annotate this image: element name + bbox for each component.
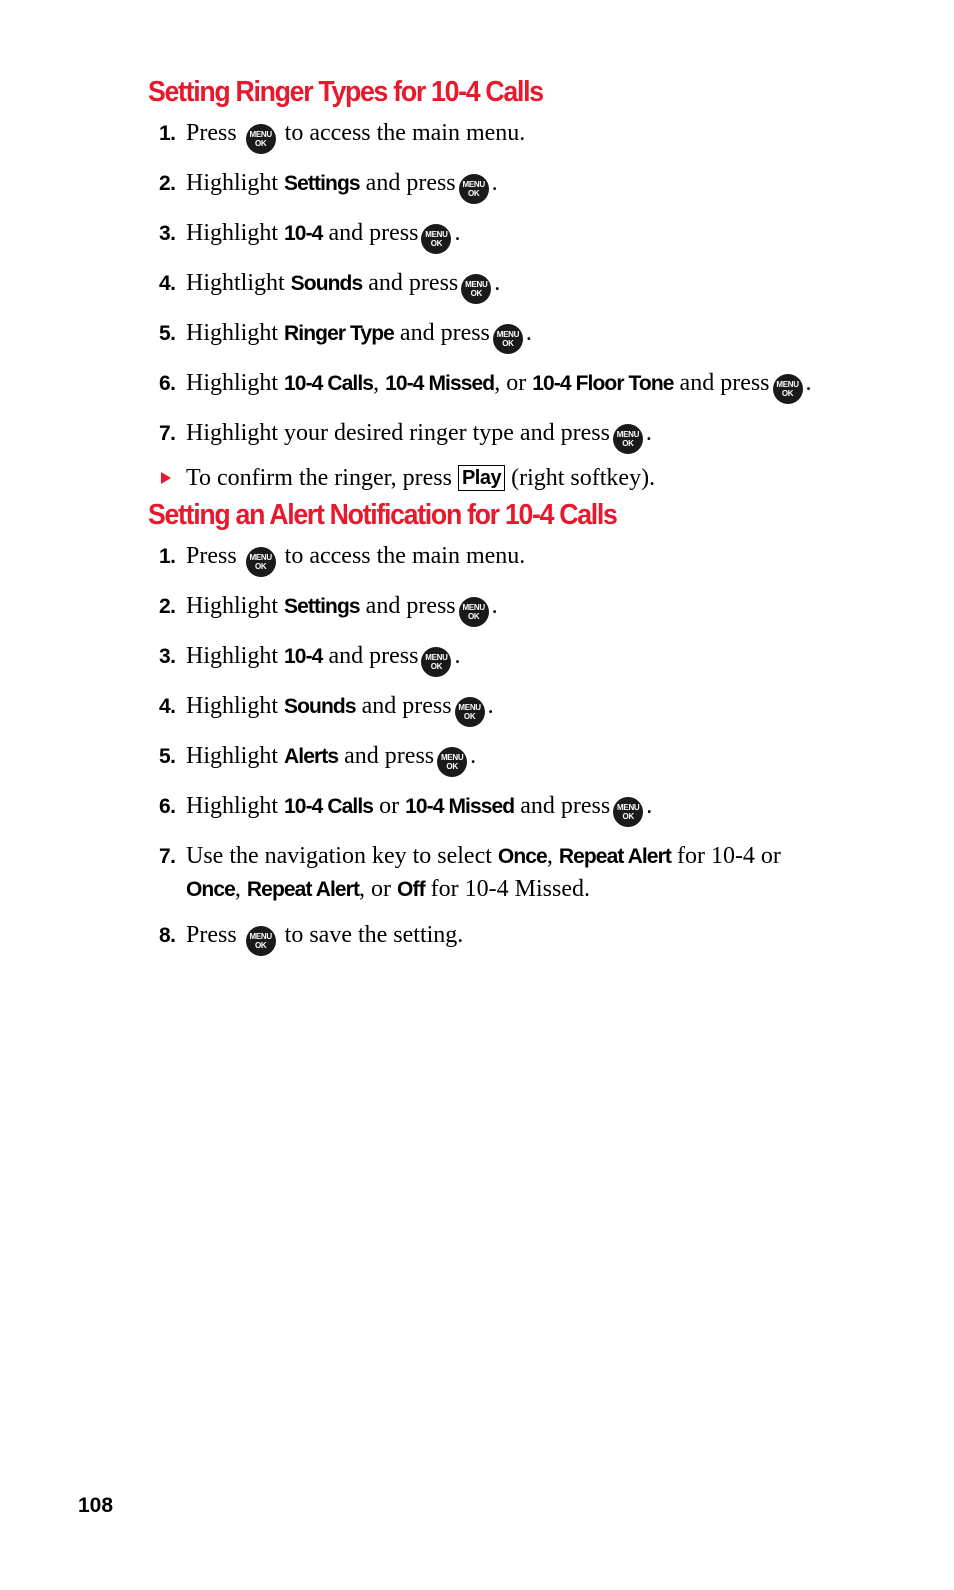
step-text: , or — [494, 370, 527, 396]
page-number: 108 — [78, 1494, 114, 1517]
step-5 — [148, 317, 908, 354]
menu-item-name: Sounds — [290, 272, 363, 295]
step-text: Use the navigation key to select — [186, 843, 492, 869]
step-text: Highlight — [186, 170, 279, 196]
step-number: 3. — [159, 645, 176, 668]
step-text: to access the main menu. — [284, 120, 526, 146]
option-name: Once — [497, 845, 547, 868]
menu-item-name: 10-4 Floor Tone — [532, 372, 674, 395]
step-number: 7. — [159, 845, 176, 868]
tip-text: (right softkey). — [511, 465, 656, 491]
option-name: Off — [397, 878, 425, 901]
step-text: Highlight — [186, 593, 279, 619]
steps-list — [148, 540, 908, 956]
step-text: . — [491, 170, 498, 196]
step-text: and press — [679, 370, 770, 396]
step-text: Highlight — [186, 643, 279, 669]
step-number: 2. — [159, 595, 176, 618]
section-title: Setting an Alert Notification for 10-4 Calls — [148, 499, 617, 531]
step-text: Hightlight — [186, 270, 285, 296]
step-1 — [148, 540, 908, 577]
menu-item-name: Alerts — [284, 745, 339, 768]
menu-item-name: Ringer Type — [284, 322, 394, 345]
step-number: 2. — [159, 172, 176, 195]
menu-item-name: Settings — [284, 172, 360, 195]
menu-item-name: 10-4 — [284, 645, 323, 668]
option-name: Repeat Alert — [558, 845, 671, 868]
bullet-triangle-icon — [161, 472, 171, 484]
step-8 — [148, 919, 908, 956]
menu-item-name: 10-4 Calls — [284, 795, 374, 818]
step-text: and press — [328, 220, 419, 246]
step-text: to access the main menu. — [284, 543, 526, 569]
step-text: or — [379, 793, 400, 819]
step-text: Highlight — [186, 793, 279, 819]
menu-item-name: 10-4 — [284, 222, 323, 245]
step-text: for 10-4 Missed. — [430, 876, 590, 902]
section-title: Setting Ringer Types for 10-4 Calls — [148, 76, 543, 108]
menu-ok-key-icon: MENU OK — [613, 797, 643, 827]
menu-ok-key-icon: MENU OK — [437, 747, 467, 777]
step-text: for 10-4 or — [676, 843, 781, 869]
step-text: Highlight — [186, 693, 279, 719]
option-name: Once — [186, 878, 235, 901]
step-number: 6. — [159, 795, 176, 818]
step-number: 1. — [159, 122, 176, 145]
step-text: . — [525, 320, 532, 346]
step-1 — [148, 117, 908, 154]
menu-item-name: Settings — [284, 595, 360, 618]
step-text: and press — [520, 793, 611, 819]
step-number: 5. — [159, 745, 176, 768]
menu-ok-key-icon: MENU OK — [421, 647, 451, 677]
steps-list — [148, 117, 908, 454]
menu-ok-key-icon: MENU OK — [246, 547, 276, 577]
step-text: . — [454, 643, 461, 669]
step-number: 5. — [159, 322, 176, 345]
step-text: . — [470, 743, 477, 769]
menu-item-name: Sounds — [284, 695, 356, 718]
step-text: . — [487, 693, 494, 719]
step-text: . — [646, 793, 653, 819]
step-number: 8. — [159, 924, 176, 947]
option-name: Repeat Alert — [246, 878, 360, 901]
step-4 — [148, 690, 908, 727]
step-text: Highlight your desired ringer type and press — [186, 420, 610, 446]
step-text: Highlight — [186, 220, 279, 246]
step-number: 7. — [159, 422, 176, 445]
step-text: and press — [328, 643, 419, 669]
step-text: Highlight — [186, 370, 279, 396]
step-text: . — [454, 220, 461, 246]
section-alert-notification — [148, 497, 908, 956]
step-text: and press — [365, 170, 456, 196]
menu-item-name: 10-4 Missed — [385, 372, 495, 395]
step-text: , — [373, 370, 380, 396]
step-text: Press — [186, 543, 237, 569]
step-3 — [148, 640, 908, 677]
step-number: 1. — [159, 545, 176, 568]
menu-ok-key-icon: MENU OK — [459, 174, 489, 204]
step-7 — [148, 840, 908, 906]
menu-ok-key-icon: MENU OK — [493, 324, 523, 354]
step-text: . — [805, 370, 812, 396]
tip-bullet — [148, 462, 908, 495]
menu-ok-key-icon: MENU OK — [461, 274, 491, 304]
step-4 — [148, 267, 908, 304]
step-text: Highlight — [186, 320, 279, 346]
step-text: and press — [399, 320, 490, 346]
step-text: , — [546, 843, 553, 869]
menu-ok-key-icon: MENU OK — [246, 124, 276, 154]
step-text: Highlight — [186, 743, 279, 769]
step-text: . — [494, 270, 501, 296]
step-number: 4. — [159, 695, 176, 718]
menu-item-name: 10-4 Calls — [284, 372, 374, 395]
tip-text: To confirm the ringer, press — [186, 465, 452, 491]
step-text: Press — [186, 120, 237, 146]
step-text: and press — [344, 743, 435, 769]
menu-ok-key-icon: MENU OK — [773, 374, 803, 404]
menu-item-name: 10-4 Missed — [405, 795, 515, 818]
step-2 — [148, 167, 908, 204]
step-3 — [148, 217, 908, 254]
step-number: 4. — [159, 272, 176, 295]
step-text: and press — [365, 593, 456, 619]
step-text: . — [491, 593, 498, 619]
menu-ok-key-icon: MENU OK — [246, 926, 276, 956]
play-softkey-label: Play — [458, 465, 505, 491]
menu-ok-key-icon: MENU OK — [421, 224, 451, 254]
step-6 — [148, 367, 908, 404]
menu-ok-key-icon: MENU OK — [613, 424, 643, 454]
step-2 — [148, 590, 908, 627]
step-5 — [148, 740, 908, 777]
step-text: . — [645, 420, 652, 446]
step-6 — [148, 790, 908, 827]
step-text: , or — [359, 876, 392, 902]
step-7 — [148, 417, 908, 454]
step-text: and press — [361, 693, 452, 719]
step-text: to save the setting. — [284, 922, 464, 948]
menu-ok-key-icon: MENU OK — [459, 597, 489, 627]
section-ringer-types — [148, 74, 908, 495]
step-text: Press — [186, 922, 237, 948]
step-text: and press — [368, 270, 459, 296]
step-number: 3. — [159, 222, 176, 245]
step-number: 6. — [159, 372, 176, 395]
step-text: , — [234, 876, 241, 902]
menu-ok-key-icon: MENU OK — [455, 697, 485, 727]
